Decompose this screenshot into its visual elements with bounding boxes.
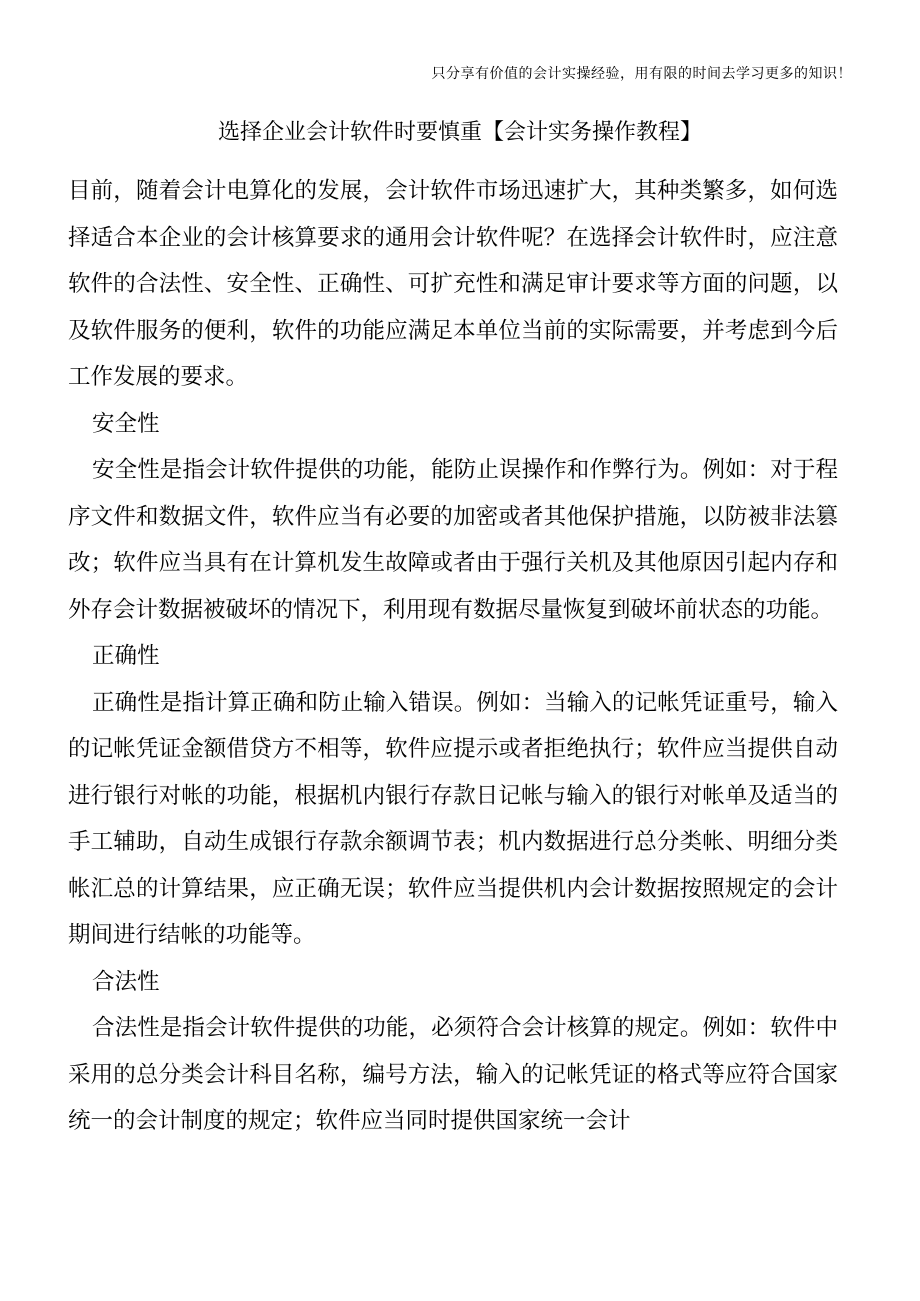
section-body-security: 安全性是指会计软件提供的功能，能防止误操作和作弊行为。例如：对于程序文件和数据文件，软件应当有必要的加密或者其他保护措施，以防被非法篡改；软件应当具有在计算机发生故障或者由于强行关机及其他原因引起内存和外存会计数据被破坏的情况下，利用现有数据尽量恢复到破坏前状态的功能。 xyxy=(68,457,838,623)
header-note: 只分享有价值的会计实操经验，用有限的时间去学习更多的知识！ xyxy=(431,66,852,82)
document-body xyxy=(68,168,838,1145)
intro-paragraph: 目前，随着会计电算化的发展，会计软件市场迅速扩大，其种类繁多，如何选择适合本企业的会计核算要求的通用会计软件呢？在选择会计软件时，应注意软件的合法性、安全性、正确性、可扩充性和满足审计要求等方面的问题，以及软件服务的便利，软件的功能应满足本单位当前的实际需要，并考虑到今后工作发展的要求。 xyxy=(68,178,838,390)
document-title: 选择企业会计软件时要慎重【会计实务操作教程】 xyxy=(217,120,702,145)
section-heading-security: 安全性 xyxy=(92,410,160,437)
section-body-correctness: 正确性是指计算正确和防止输入错误。例如：当输入的记帐凭证重号，输入的记帐凭证金额借贷方不相等，软件应提示或者拒绝执行；软件应当提供自动进行银行对帐的功能，根据机内银行存款日记帐与输入的银行对帐单及适当的手工辅助，自动生成银行存款余额调节表；机内数据进行总分类帐、明细分类帐汇总的计算结果，应正确无误；软件应当提供机内会计数据按照规定的会计期间进行结帐的功能等。 xyxy=(68,689,838,948)
section-body-legality: 合法性是指会计软件提供的功能，必须符合会计核算的规定。例如：软件中采用的总分类会计科目名称，编号方法，输入的记帐凭证的格式等应符合国家统一的会计制度的规定；软件应当同时提供国家统一会计 xyxy=(68,1015,838,1134)
section-heading-correctness: 正确性 xyxy=(92,643,160,669)
section-heading-legality: 合法性 xyxy=(92,968,160,995)
